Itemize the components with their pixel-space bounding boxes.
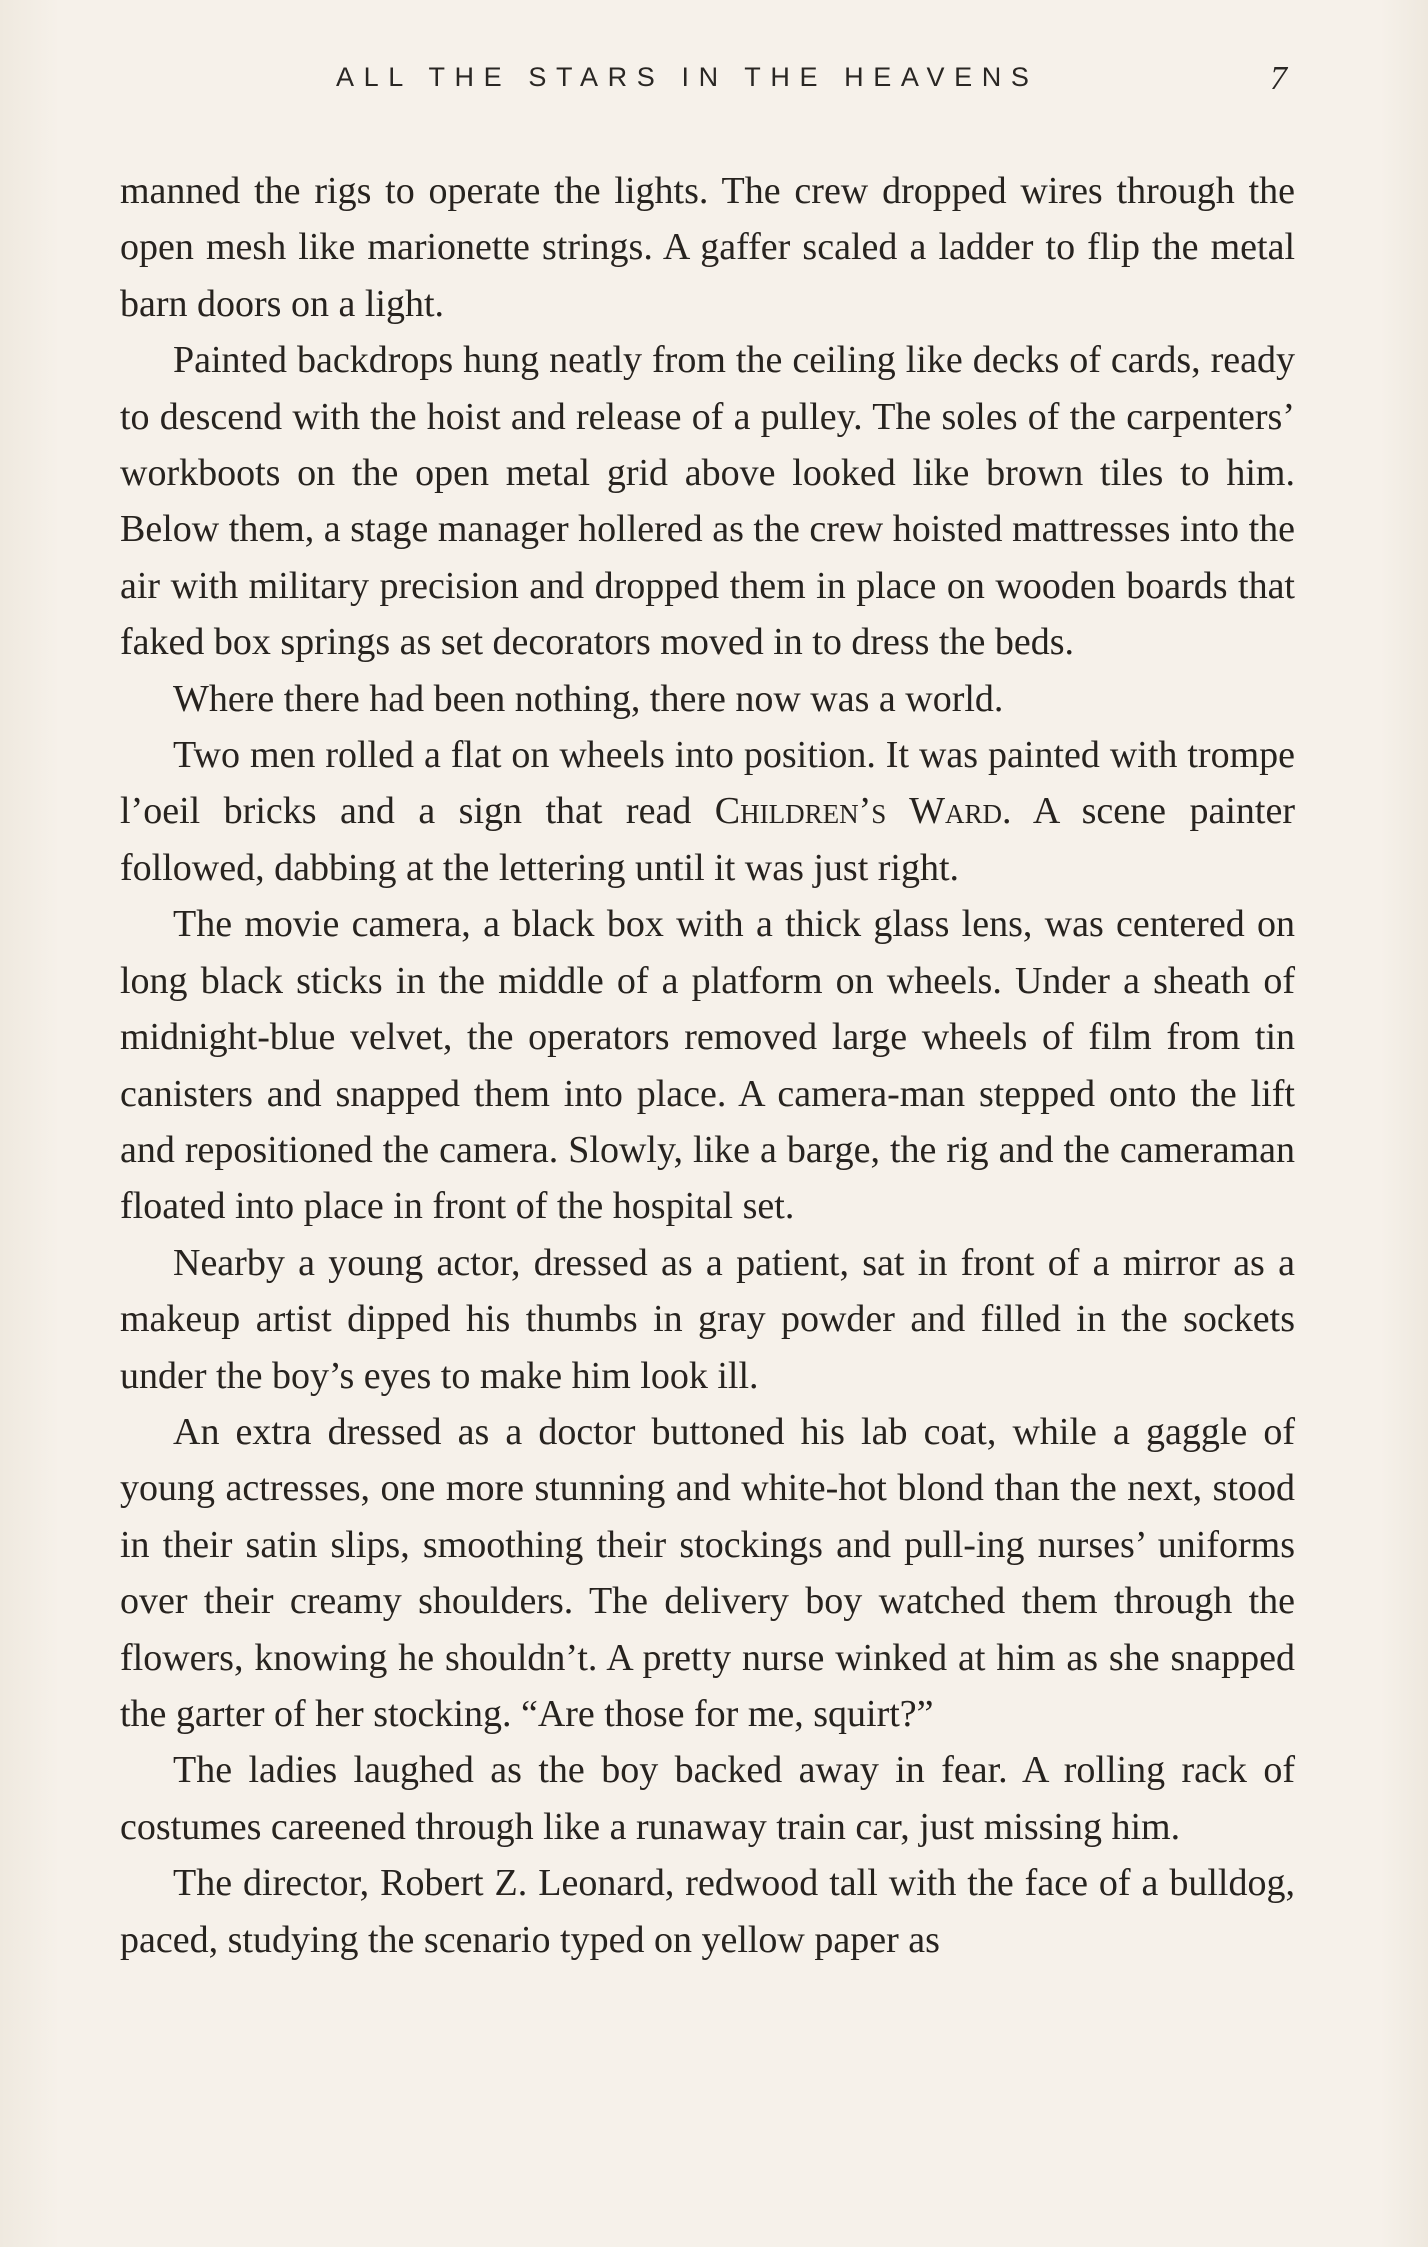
paragraph-3: Where there had been nothing, there now was a world. [173, 677, 1004, 720]
paragraph-4-end: . A scene painter followed, dabbing at the lettering until it was just right. [120, 790, 1295, 889]
paragraph-8: The ladies laughed as the boy backed away in fear. A rolling rack of costumes careened through like a runaway train car, just missing him. [120, 1749, 1295, 1848]
page-number: 7 [1270, 60, 1287, 97]
paragraph-2: Painted backdrops hung neatly from the ceiling like decks of cards, ready to descend with the hoist and release of a pulley. The soles of the carpenters’ workboots on the open metal grid above looked like brown tiles to him. Below them, a stage manager hollered as the crew hoisted mattresses into the air with military precision and dropped them in place on wooden boards that faked box springs as set decorators moved in to dress the beds. [120, 339, 1295, 664]
paragraph-5: The movie camera, a black box with a thick glass lens, was centered on long black sticks in the middle of a platform on wheels. Under a sheath of midnight-blue velvet, the operators removed large wheels of film from tin canisters and snapped them into place. A camera-man stepped onto the lift and repositioned the camera. Slowly, like a barge, the rig and the cameraman floated into place in front of the hospital set. [120, 903, 1295, 1228]
paragraph-7: An extra dressed as a doctor buttoned his lab coat, while a gaggle of young actresses, one more stunning and white-hot blond than the next, stood in their satin slips, smoothing their stockings and pull-ing nurses’ uniforms over their creamy shoulders. The delivery boy watched them through the flowers, knowing he shouldn’t. A pretty nurse winked at him as she snapped the garter of her stocking. “Are those for me, squirt?” [120, 1410, 1295, 1735]
paragraph-4-start: Two men rolled a flat on wheels into position. It was painted with trompe l’oeil bricks and a sign that read [120, 734, 1295, 833]
paragraph-9: The director, Robert Z. Leonard, redwood tall with the face of a bulldog, paced, studying the scenario typed on yellow paper as [120, 1862, 1295, 1961]
body-text [120, 163, 1295, 1968]
childrens-ward-sign-text: Children’s Ward [714, 790, 1002, 833]
running-head [0, 62, 1428, 102]
paragraph-6: Nearby a young actor, dressed as a patient, sat in front of a mirror as a makeup artist dipped his thumbs in gray powder and filled in the sockets under the boy’s eyes to make him look ill. [120, 1241, 1295, 1397]
running-title: ALL THE STARS IN THE HEAVENS [336, 62, 1039, 92]
paragraph-1: manned the rigs to operate the lights. The crew dropped wires through the open mesh like marionette strings. A gaffer scaled a ladder to flip the metal barn doors on a light. [120, 170, 1295, 325]
paragraph-4 [120, 727, 1295, 896]
